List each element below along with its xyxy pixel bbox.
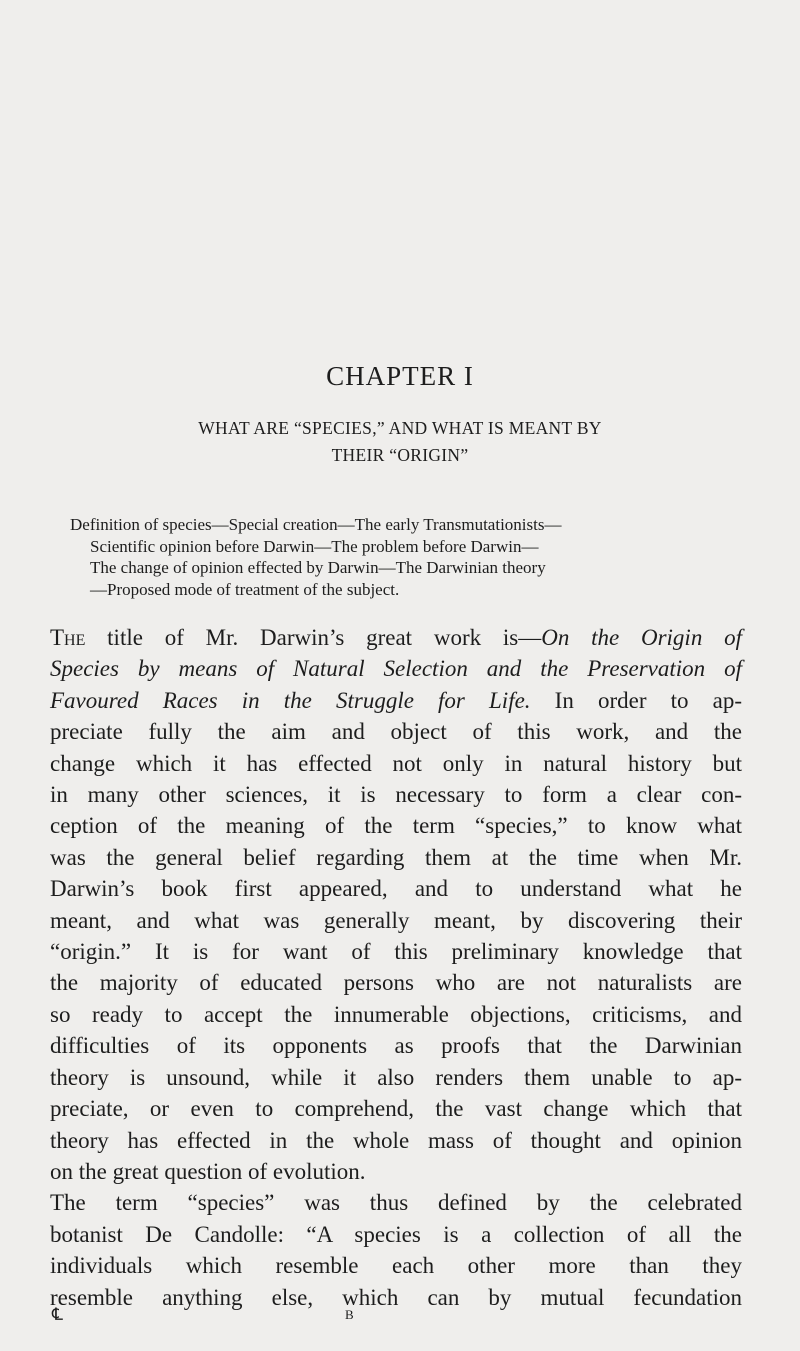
- synopsis-line: Scientific opinion before Darwin—The problem before Darwin—: [90, 536, 539, 556]
- text-line: [50, 653, 742, 684]
- text-line: “origin.” It is for want of this preliminary knowledge that: [50, 939, 742, 965]
- text-line: on the great question of evolution.: [50, 1158, 366, 1184]
- text-line: the majority of educated persons who are not naturalists are: [50, 970, 742, 996]
- text-segment: In order to ap-: [530, 687, 742, 713]
- book-title-part: On the Origin of: [541, 625, 742, 650]
- synopsis-line: —Proposed mode of treatment of the subject.: [90, 579, 400, 599]
- text-segment: title of Mr. Darwin’s great work is—: [85, 625, 542, 650]
- signature-mark: B: [345, 1307, 354, 1322]
- printer-mark: ℄: [52, 1305, 63, 1324]
- text-line: change which it has effected not only in natural history but: [50, 750, 742, 776]
- text-line: Darwin’s book first appeared, and to understand what he: [50, 876, 742, 902]
- chapter-subtitle-line: THEIR “ORIGIN”: [331, 445, 469, 465]
- text-line: so ready to accept the innumerable objections, criticisms, and: [50, 1001, 742, 1027]
- text-line: individuals which resemble each other more than they: [50, 1253, 742, 1279]
- text-line: theory is unsound, while it also renders them unable to ap-: [50, 1064, 742, 1090]
- text-line: [50, 685, 742, 716]
- text-line: meant, and what was generally meant, by discovering their: [50, 907, 742, 933]
- text-line: botanist De Candolle: “A species is a collection of all the: [50, 1221, 742, 1247]
- chapter-synopsis: [70, 514, 742, 600]
- text-line: preciate, or even to comprehend, the vast change which that: [50, 1096, 742, 1122]
- text-line: theory has effected in the whole mass of thought and opinion: [50, 1127, 742, 1153]
- text-line: [50, 622, 742, 653]
- body-text: [50, 622, 742, 1313]
- book-title-part: Species by means of Natural Selection and the Preservation of: [50, 656, 742, 682]
- text-line: difficulties of its opponents as proofs that the Darwinian: [50, 1033, 742, 1059]
- text-line: resemble anything else, which can by mutual fecundation: [50, 1284, 742, 1310]
- chapter-subtitle: [0, 415, 800, 469]
- text-line: The term “species” was thus defined by the celebrated: [50, 1190, 742, 1216]
- synopsis-line: The change of opinion effected by Darwin—The Darwinian theory: [90, 558, 546, 578]
- text-line: in many other sciences, it is necessary to form a clear con-: [50, 782, 742, 808]
- text-line: preciate fully the aim and object of this work, and the: [50, 719, 742, 745]
- synopsis-line: Definition of species—Special creation—The early Transmutationists—: [70, 515, 562, 534]
- chapter-title: CHAPTER I: [326, 361, 474, 391]
- text-line: was the general belief regarding them at the time when Mr.: [50, 844, 742, 870]
- text-line: ception of the meaning of the term “species,” to know what: [50, 813, 742, 839]
- lead-word: The: [50, 625, 86, 650]
- chapter-subtitle-line: WHAT ARE “SPECIES,” AND WHAT IS MEANT BY: [198, 418, 602, 438]
- book-title-part: Favoured Races in the Struggle for Life.: [50, 687, 531, 713]
